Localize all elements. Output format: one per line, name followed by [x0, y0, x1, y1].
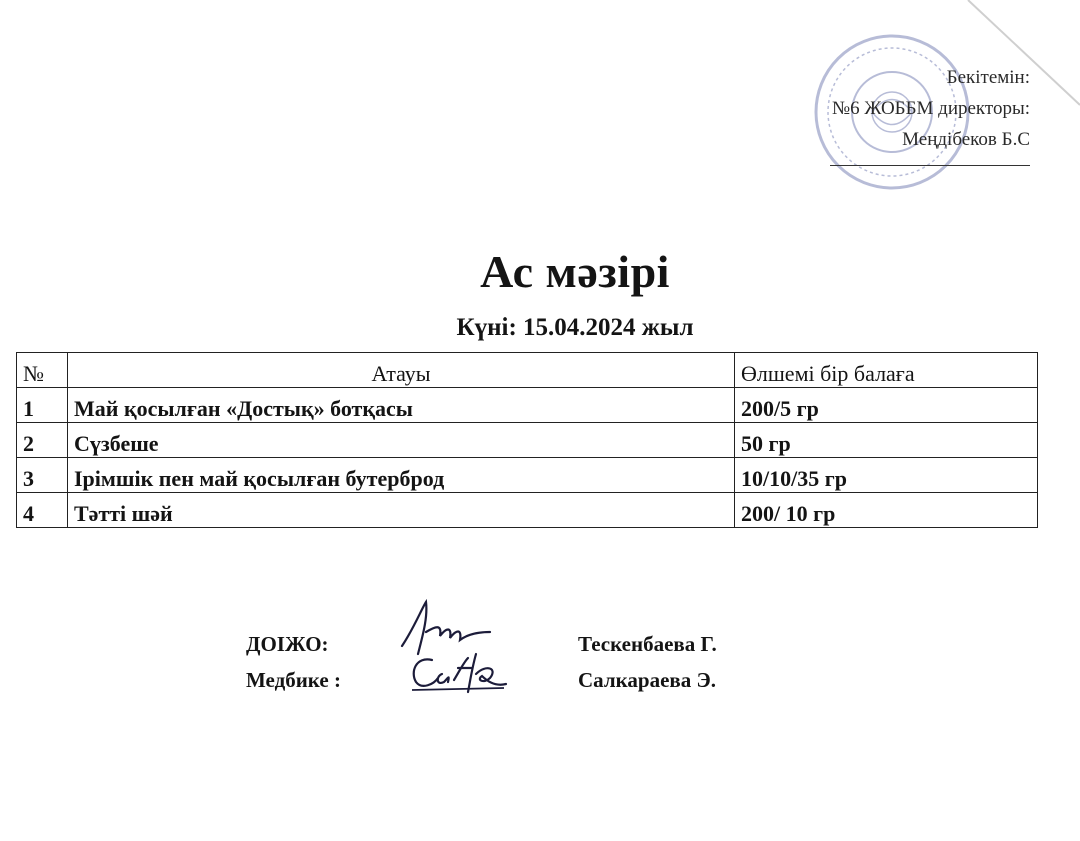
dish-portion: 200/5 гр [735, 388, 1038, 423]
table-row [17, 458, 1038, 493]
dish-name: Тәтті шәй [68, 493, 735, 528]
signature-person-doizho: Тескенбаева Г. [578, 632, 717, 656]
signature-person-nurse: Салкараева Э. [578, 668, 716, 692]
table-row [17, 388, 1038, 423]
dish-name: Май қосылған «Достық» ботқасы [68, 388, 735, 423]
menu-date: Күні: 15.04.2024 жыл [456, 314, 694, 341]
director-name: Меңдібеков Б.С [902, 129, 1030, 150]
row-number: 1 [17, 388, 68, 423]
dish-portion: 200/ 10 гр [735, 493, 1038, 528]
dish-portion: 10/10/35 гр [735, 458, 1038, 493]
approval-block [830, 62, 1030, 166]
table-row [17, 423, 1038, 458]
header-number: № [17, 353, 68, 388]
approval-signature-line [830, 155, 1030, 166]
approval-heading: Бекітемін: [946, 67, 1030, 88]
dish-name: Ірімшік пен май қосылған бутерброд [68, 458, 735, 493]
signature-role-doizho: ДОІЖО: [246, 632, 329, 656]
row-number: 3 [17, 458, 68, 493]
header-name: Атауы [68, 353, 735, 388]
table-header-row [17, 353, 1038, 388]
menu-table [16, 352, 1038, 528]
dish-name: Сүзбеше [68, 423, 735, 458]
table-row [17, 493, 1038, 528]
handwritten-signature-icon [406, 650, 510, 696]
director-position: №6 ЖОББМ директоры: [832, 98, 1030, 119]
row-number: 4 [17, 493, 68, 528]
header-portion: Өлшемі бір балаға [735, 353, 1038, 388]
dish-portion: 50 гр [735, 423, 1038, 458]
page-title: Ас мәзірі [480, 246, 670, 297]
signature-role-nurse: Медбике : [246, 668, 341, 692]
row-number: 2 [17, 423, 68, 458]
